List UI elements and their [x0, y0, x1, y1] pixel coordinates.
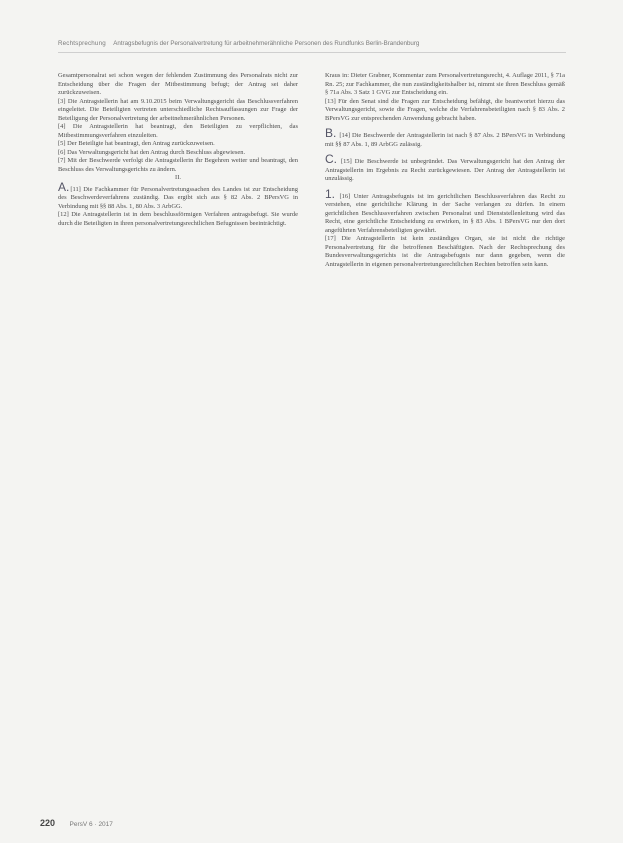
paragraph: [12] Die Antragstellerin ist in dem beschlussförmigen Verfahren antragsbefugt. Sie wurde durch die Beteiligten in ihren personalvertretungsrechtlichen Befugnissen beeinträchtigt.	[58, 211, 298, 227]
paragraph	[325, 152, 565, 184]
paragraph-text: [16] Unter Antragsbefugnis ist im gerichtlichen Beschlussverfahren das Recht zu verstehen, eine gerichtliche Klärung in der Sache verlangen zu dürfen. In einem gerichtlichen Beschlussverfahren zwischen Personalrat und Dienststellenleitung wird das Recht, eine gerichtliche Entscheidung zu erwirken, in § 83 Abs. 1 BPersVG nur den dort angeführten Verfahrensbeteiligten gewährt.	[325, 192, 565, 234]
paragraph	[58, 179, 298, 212]
paragraph-text: [15] Die Beschwerde ist unbegründet. Das Verwaltungsgericht hat den Antrag der Antragstellerin im Ergebnis zu Recht zurückgewiesen. Der Antrag der Antragstellerin ist unzulässig.	[325, 158, 565, 182]
paragraph	[325, 186, 565, 236]
section-heading: II.	[175, 174, 181, 181]
running-header	[58, 40, 578, 47]
journal-issue: PersV 6 · 2017	[69, 821, 113, 828]
header-section: Rechtsprechung	[58, 40, 106, 47]
paragraph: Kraus in: Dieter Grabner, Kommentar zum Personalvertretungsrecht, 4. Auflage 2011, § 71a Rn. 25; zur Fachkammer, die nun zuständigkeitshalber ist, nimmt sie ihren Beschluss gemäß § 71a Abs. 3 Satz 1 GVG zur Entscheidung ein.	[325, 72, 565, 96]
paragraph: [4] Die Antragstellerin hat beantragt, den Beteiligten zu verpflichten, das Mitbestimmungsverfahren einzuleiten.	[58, 123, 298, 139]
paragraph: Gesamtpersonalrat sei schon wegen der fehlenden Zustimmung des Personalrats nicht zur Entscheidung über die Fragen der Mitbestimmung befugt; der Antrag sei daher zurückzuweisen.	[58, 72, 298, 96]
page-footer	[40, 818, 113, 828]
paragraph-text: [11] Die Fachkammer für Personalvertretungssachen des Landes ist zur Entscheidung des Beschwerdeverfahrens zuständig. Das ergibt sich aus § 82 Abs. 2 BPersVG in Verbindung mit §§ 88 Abs. 1, 80 Abs. 3 ArbGG.	[58, 185, 298, 210]
section-label: 1.	[325, 186, 336, 201]
paragraph: [17] Die Antragstellerin ist kein zuständiges Organ, sie ist nicht die richtige Personalvertretung für die betroffenen Beschäftigten. Nach der Rechtsprechung des Bundesverwaltungsgerichts ist die Antragsbefugnis nur dann gegeben, wenn die Antragstellerin in eigenen personalvertretungsrechtlichen Rechten betroffen sein kann.	[325, 235, 565, 268]
section-label: C.	[325, 152, 337, 166]
section-label: A.	[58, 179, 70, 194]
header-rule	[58, 52, 566, 53]
paragraph: [13] Für den Senat sind die Fragen zur Entscheidung befähigt, die beantwortet hierzu das Verwaltungsgericht, sowie die Fragen, welche die Verfahrensbeteiligten nach § 83 Abs. 2 BPersVG zur entsprechenden Anwendung gebracht haben.	[325, 97, 565, 122]
paragraph: [5] Der Beteiligte hat beantragt, den Antrag zurückzuweisen.	[58, 140, 215, 147]
left-column	[58, 72, 298, 228]
paragraph	[325, 126, 566, 149]
paragraph: [6] Das Verwaltungsgericht hat den Antrag durch Beschluss abgewiesen.	[58, 148, 246, 156]
right-column	[325, 72, 565, 269]
header-title: Antragsbefugnis der Personalvertretung für arbeitnehmerähnliche Personen des Rundfunks Berlin-Brandenburg	[113, 40, 420, 47]
paragraph: [3] Die Antragstellerin hat am 9.10.2015 beim Verwaltungsgericht das Beschlussverfahren eingeleitet. Die Beteiligten vertreten unterschiedliche Rechtsauffassungen zur Frage der Beteiligung der Personalvertretung der arbeitnehmerähnlichen Personen.	[58, 97, 298, 122]
page-number: 220	[40, 818, 56, 828]
section-label: B.	[325, 126, 337, 140]
paragraph: [7] Mit der Beschwerde verfolgt die Antragstellerin ihr Begehren weiter und beantragt, den Beschluss des Verwaltungsgerichts zu ändern.	[58, 157, 298, 173]
paragraph-text: [14] Die Beschwerde der Antragstellerin ist nach § 87 Abs. 2 BPersVG in Verbindung mit §§ 87 Abs. 1, 89 ArbGG zulässig.	[325, 132, 566, 148]
